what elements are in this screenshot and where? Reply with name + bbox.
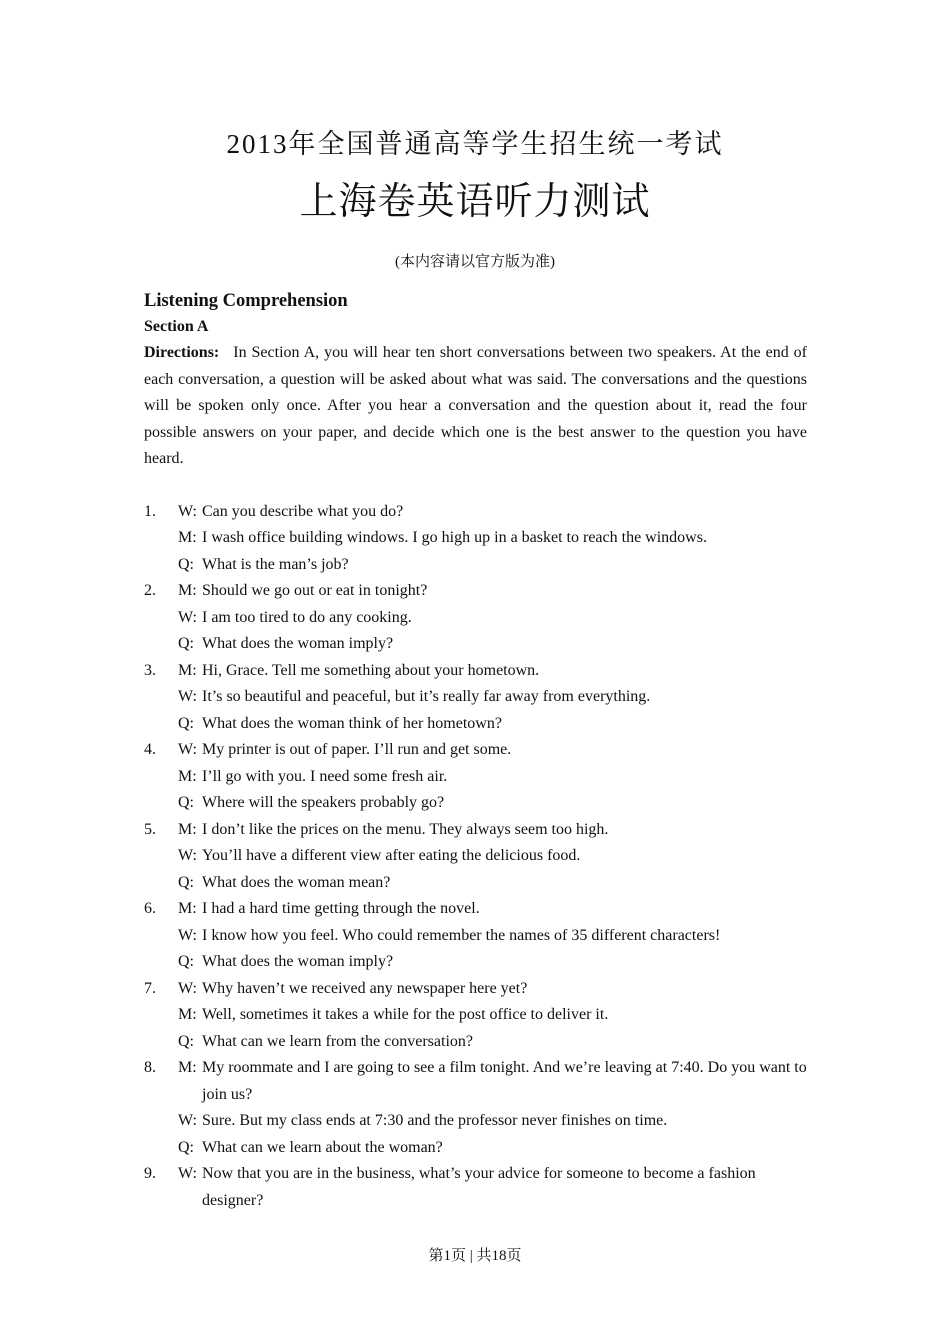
question-item [144, 499, 807, 579]
dialogue-lines [178, 578, 807, 658]
dialogue-line [178, 578, 807, 605]
dialogue-line [178, 949, 807, 976]
dialogue-text: What can we learn from the conversation? [202, 1032, 473, 1050]
speaker-label: M: [178, 1006, 197, 1024]
question-item [144, 896, 807, 976]
content-area [144, 288, 807, 1214]
question-item [144, 578, 807, 658]
dialogue-text: Why haven’t we received any newspaper here yet? [202, 979, 528, 997]
speaker-label: Q: [178, 555, 194, 573]
dialogue-line [178, 896, 807, 923]
dialogue-line [178, 525, 807, 552]
dialogue-text: Well, sometimes it takes a while for the post office to deliver it. [202, 1006, 609, 1024]
dialogue-lines [178, 1161, 807, 1214]
dialogue-lines [178, 658, 807, 738]
dialogue-line [178, 817, 807, 844]
directions-paragraph [144, 340, 807, 473]
speaker-label: Q: [178, 1138, 194, 1156]
dialogue-text: You’ll have a different view after eating the delicious food. [202, 847, 581, 865]
dialogue-text: My printer is out of paper. I’ll run and get some. [202, 741, 512, 759]
dialogue-line [178, 1161, 807, 1214]
dialogue-text: Should we go out or eat in tonight? [202, 582, 428, 600]
speaker-label: W: [178, 502, 197, 520]
speaker-label: W: [178, 926, 197, 944]
dialogue-text: Can you describe what you do? [202, 502, 404, 520]
dialogue-text: What does the woman imply? [202, 635, 394, 653]
dialogue-line [178, 711, 807, 738]
dialogue-line [178, 499, 807, 526]
dialogue-line [178, 605, 807, 632]
question-item [144, 976, 807, 1056]
speaker-label: Q: [178, 635, 194, 653]
speaker-label: M: [178, 767, 197, 785]
speaker-label: W: [178, 741, 197, 759]
speaker-label: Q: [178, 714, 194, 732]
directions-label: Directions: [144, 344, 220, 361]
dialogue-text: It’s so beautiful and peaceful, but it’s really far away from everything. [202, 688, 651, 706]
speaker-label: W: [178, 608, 197, 626]
speaker-label: M: [178, 820, 197, 838]
dialogue-lines [178, 896, 807, 976]
question-item [144, 1161, 807, 1214]
dialogue-lines [178, 817, 807, 897]
dialogue-line [178, 658, 807, 685]
question-item [144, 1055, 807, 1161]
speaker-label: M: [178, 1059, 197, 1077]
section-heading: Listening Comprehension [144, 291, 348, 311]
speaker-label: M: [178, 900, 197, 918]
speaker-label: W: [178, 847, 197, 865]
dialogue-line [178, 1055, 807, 1108]
dialogue-text: What does the woman imply? [202, 953, 394, 971]
dialogue-line [178, 764, 807, 791]
dialogue-text: I had a hard time getting through the novel. [202, 900, 480, 918]
dialogue-lines [178, 737, 807, 817]
dialogue-text: I don’t like the prices on the menu. They always seem too high. [202, 820, 609, 838]
speaker-label: W: [178, 1112, 197, 1130]
question-list [144, 499, 807, 1215]
speaker-label: Q: [178, 1032, 194, 1050]
dialogue-text: What does the woman think of her hometown? [202, 714, 502, 732]
dialogue-text: I am too tired to do any cooking. [202, 608, 412, 626]
dialogue-text: Hi, Grace. Tell me something about your hometown. [202, 661, 540, 679]
speaker-label: Q: [178, 794, 194, 812]
question-number: 2. [144, 582, 156, 600]
speaker-label: Q: [178, 953, 194, 971]
dialogue-text: What is the man’s job? [202, 555, 349, 573]
dialogue-line [178, 1108, 807, 1135]
dialogue-text: Sure. But my class ends at 7:30 and the professor never finishes on time. [202, 1112, 668, 1130]
dialogue-text: I wash office building windows. I go high up in a basket to reach the windows. [202, 529, 707, 547]
dialogue-lines [178, 499, 807, 579]
speaker-label: M: [178, 582, 197, 600]
section-label: Section A [144, 318, 209, 335]
dialogue-lines [178, 976, 807, 1056]
speaker-label: Q: [178, 873, 194, 891]
dialogue-line [178, 737, 807, 764]
page-footer: 第1页 | 共18页 [428, 1248, 522, 1264]
speaker-label: M: [178, 529, 197, 547]
question-number: 7. [144, 979, 156, 997]
question-number: 3. [144, 661, 156, 679]
question-item [144, 658, 807, 738]
question-number: 6. [144, 900, 156, 918]
dialogue-line [178, 1135, 807, 1162]
speaker-label: W: [178, 979, 197, 997]
dialogue-line [178, 843, 807, 870]
question-number: 4. [144, 741, 156, 759]
dialogue-text: Where will the speakers probably go? [202, 794, 445, 812]
dialogue-line [178, 631, 807, 658]
question-item [144, 817, 807, 897]
question-number: 5. [144, 820, 156, 838]
dialogue-text: What does the woman mean? [202, 873, 391, 891]
speaker-label: M: [178, 661, 197, 679]
question-item [144, 737, 807, 817]
dialogue-line [178, 684, 807, 711]
dialogue-line [178, 552, 807, 579]
dialogue-text: My roommate and I are going to see a film tonight. And we’re leaving at 7:40. Do you want to join us? [202, 1059, 807, 1103]
dialogue-line [178, 790, 807, 817]
exam-subtitle: 上海卷英语听力测试 [299, 179, 651, 223]
dialogue-line [178, 1029, 807, 1056]
dialogue-text: What can we learn about the woman? [202, 1138, 443, 1156]
question-number: 1. [144, 502, 156, 520]
dialogue-line [178, 870, 807, 897]
dialogue-line [178, 976, 807, 1003]
speaker-label: W: [178, 688, 197, 706]
question-number: 9. [144, 1165, 156, 1183]
official-version-note: (本内容请以官方版为准) [395, 254, 555, 270]
dialogue-text: Now that you are in the business, what’s your advice for someone to become a fashion designer? [202, 1165, 756, 1209]
dialogue-line [178, 923, 807, 950]
dialogue-text: I’ll go with you. I need some fresh air. [202, 767, 448, 785]
directions-text: In Section A, you will hear ten short conversations between two speakers. At the end of each conversation, a question will be asked about what was said. The conversations and the questions will be spoken only once. After you hear a conversation and the question about it, read the four possible answers on your paper, and decide which one is the best answer to the question you have heard. [144, 344, 807, 468]
exam-title: 2013年全国普通高等学生招生统一考试 [226, 129, 724, 159]
dialogue-lines [178, 1055, 807, 1161]
question-number: 8. [144, 1059, 156, 1077]
speaker-label: W: [178, 1165, 197, 1183]
dialogue-text: I know how you feel. Who could remember the names of 35 different characters! [202, 926, 721, 944]
dialogue-line [178, 1002, 807, 1029]
